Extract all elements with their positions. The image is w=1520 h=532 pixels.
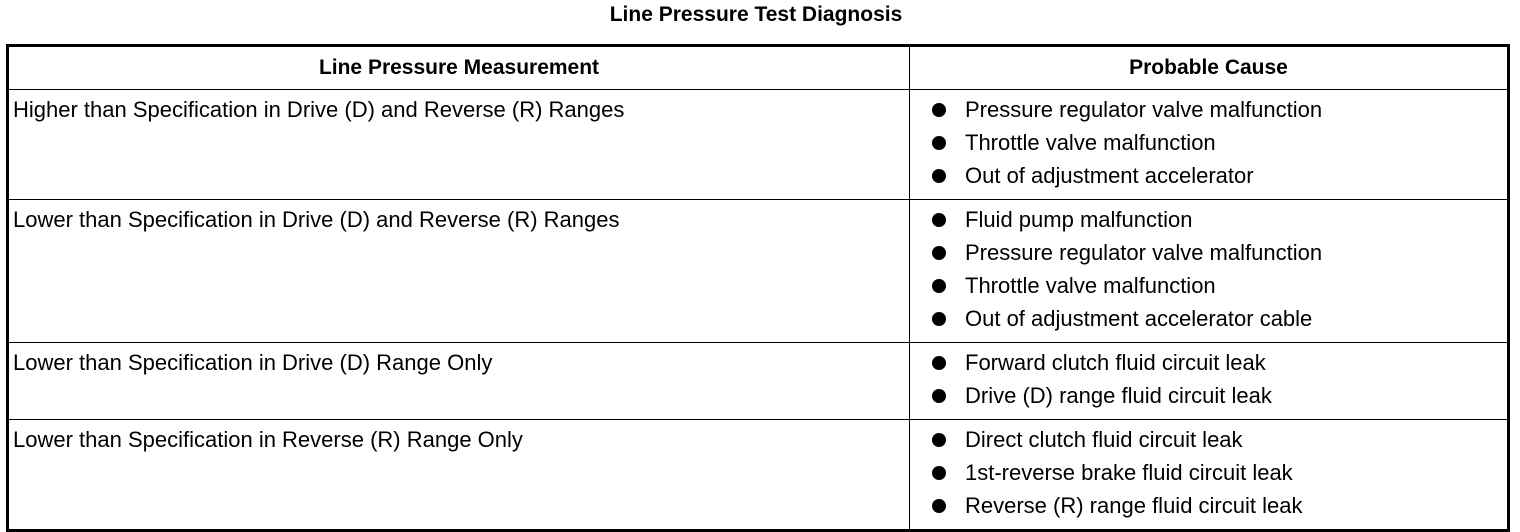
- measurement-cell: Lower than Specification in Drive (D) and Reverse (R) Ranges: [8, 200, 910, 343]
- cause-text: Forward clutch fluid circuit leak: [965, 350, 1266, 375]
- bullet-icon: [932, 466, 946, 480]
- table-row: [8, 420, 1509, 531]
- bullet-icon: [932, 356, 946, 370]
- cause-text: Fluid pump malfunction: [965, 207, 1193, 232]
- cause-text: Drive (D) range fluid circuit leak: [965, 383, 1272, 408]
- cause-item: [910, 162, 1507, 195]
- cause-text: 1st-reverse brake fluid circuit leak: [965, 460, 1293, 485]
- cause-cell: [910, 343, 1509, 420]
- cause-item: [910, 305, 1507, 338]
- measurement-cell: Lower than Specification in Reverse (R) Range Only: [8, 420, 910, 531]
- document-title: Line Pressure Test Diagnosis: [609, 3, 903, 26]
- bullet-icon: [932, 246, 946, 260]
- bullet-icon: [932, 279, 946, 293]
- cause-item: [910, 129, 1507, 162]
- cause-text: Throttle valve malfunction: [965, 130, 1216, 155]
- cause-text: Pressure regulator valve malfunction: [965, 240, 1323, 265]
- cause-text: Pressure regulator valve malfunction: [965, 97, 1323, 122]
- cause-list: [910, 349, 1507, 415]
- measurement-cell: Lower than Specification in Drive (D) Range Only: [8, 343, 910, 420]
- cause-item: [910, 272, 1507, 305]
- cause-list: [910, 206, 1507, 338]
- header-line-pressure-measurement: Line Pressure Measurement: [8, 46, 910, 90]
- cause-cell: [910, 90, 1509, 200]
- measurement-cell: Higher than Specification in Drive (D) and Reverse (R) Ranges: [8, 90, 910, 200]
- cause-cell: [910, 200, 1509, 343]
- cause-list: [910, 426, 1507, 525]
- bullet-icon: [932, 312, 946, 326]
- cause-text: Throttle valve malfunction: [965, 273, 1216, 298]
- cause-text: Direct clutch fluid circuit leak: [965, 427, 1243, 452]
- bullet-icon: [932, 433, 946, 447]
- table-row: [8, 200, 1509, 343]
- header-probable-cause: Probable Cause: [910, 46, 1509, 90]
- bullet-icon: [932, 499, 946, 513]
- cause-item: [910, 492, 1507, 525]
- cause-item: [910, 459, 1507, 492]
- cause-item: [910, 426, 1507, 459]
- cause-cell: [910, 420, 1509, 531]
- table-row: [8, 90, 1509, 200]
- bullet-icon: [932, 389, 946, 403]
- cause-item: [910, 96, 1507, 129]
- bullet-icon: [932, 103, 946, 117]
- cause-text: Out of adjustment accelerator cable: [965, 306, 1313, 331]
- bullet-icon: [932, 136, 946, 150]
- bullet-icon: [932, 213, 946, 227]
- table-header-row: [8, 46, 1509, 90]
- cause-item: [910, 206, 1507, 239]
- cause-item: [910, 349, 1507, 382]
- table-row: [8, 343, 1509, 420]
- cause-text: Out of adjustment accelerator: [965, 163, 1254, 188]
- cause-item: [910, 239, 1507, 272]
- bullet-icon: [932, 169, 946, 183]
- cause-list: [910, 96, 1507, 195]
- diagnosis-table: [6, 44, 1510, 532]
- cause-item: [910, 382, 1507, 415]
- cause-text: Reverse (R) range fluid circuit leak: [965, 493, 1303, 518]
